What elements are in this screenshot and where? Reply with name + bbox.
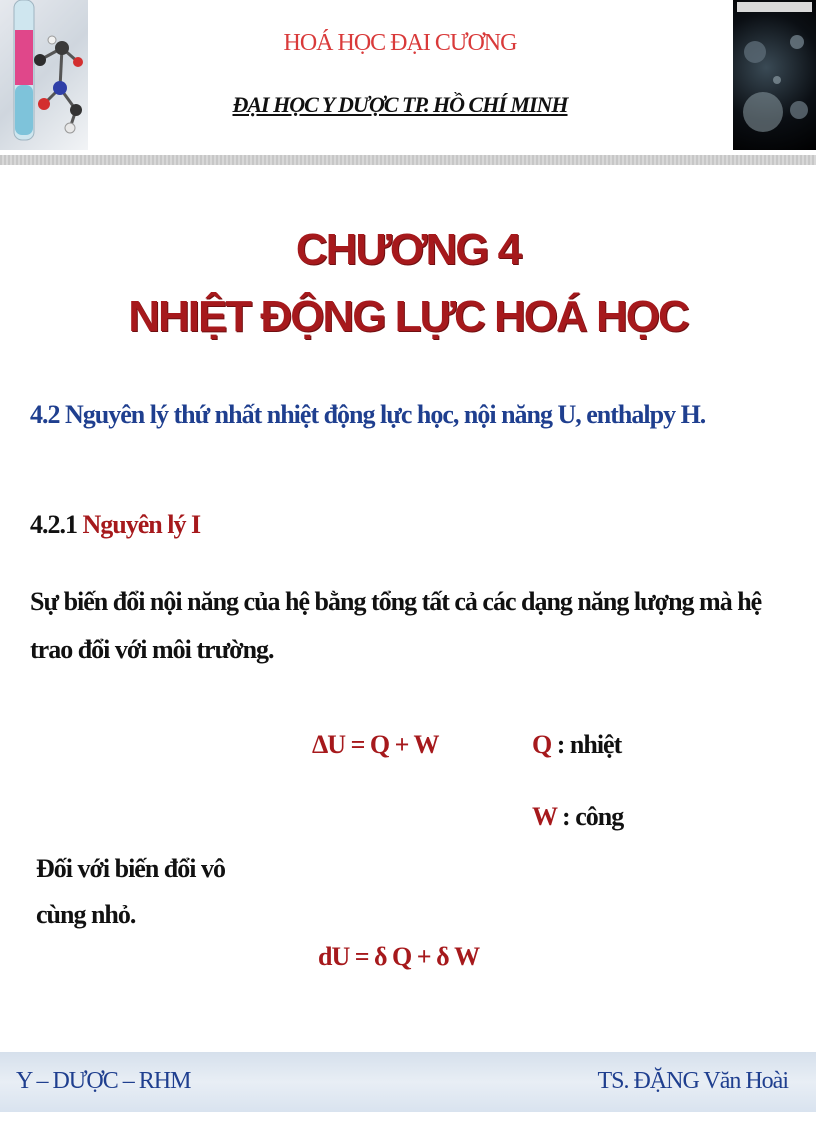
differential-formula: dU = δ Q + δ W [318,942,480,971]
footer-left-text: Y – DƯỢC – RHM [16,1068,191,1094]
header-divider-bar [0,155,816,165]
heat-symbol: Q [532,730,552,759]
subsection-title: Nguyên lý I [82,510,201,539]
heat-meaning: : nhiệt [551,730,622,759]
atom-orbitals-image [733,0,816,150]
work-symbol: W [532,802,557,831]
chapter-number: CHƯƠNG 4 [295,225,521,274]
section-heading: 4.2 Nguyên lý thứ nhất nhiệt động lực học, nội năng U, enthalpy H. [30,400,706,429]
legend-work [532,802,623,832]
first-law-formula: ΔU = Q + W [312,730,439,759]
molecule-icon [0,0,88,150]
subsection-number: 4.2.1 [30,510,77,539]
header-title: HOÁ HỌC ĐẠI CƯƠNG [283,30,517,56]
legend-heat [532,730,621,760]
header-subtitle: ĐẠI HỌC Y DƯỢC TP. HỒ CHÍ MINH [232,92,568,117]
work-meaning: : công [556,802,624,831]
first-law-statement: Sự biến đổi nội năng của hệ bằng tổng tất cả các dạng năng lượng mà hệ trao đổi với môi trường. [30,587,762,664]
chapter-name: NHIỆT ĐỘNG LỰC HOÁ HỌC [128,292,688,341]
footer-author: TS. ĐẶNG Văn Hoài [597,1068,788,1094]
atom-orbitals-icon [733,0,816,150]
infinitesimal-change-text: Đối với biến đổi vô cùng nhỏ. [36,854,225,929]
slide-header [0,0,816,165]
subsection-heading [30,510,200,540]
molecule-test-tube-image [0,0,88,150]
